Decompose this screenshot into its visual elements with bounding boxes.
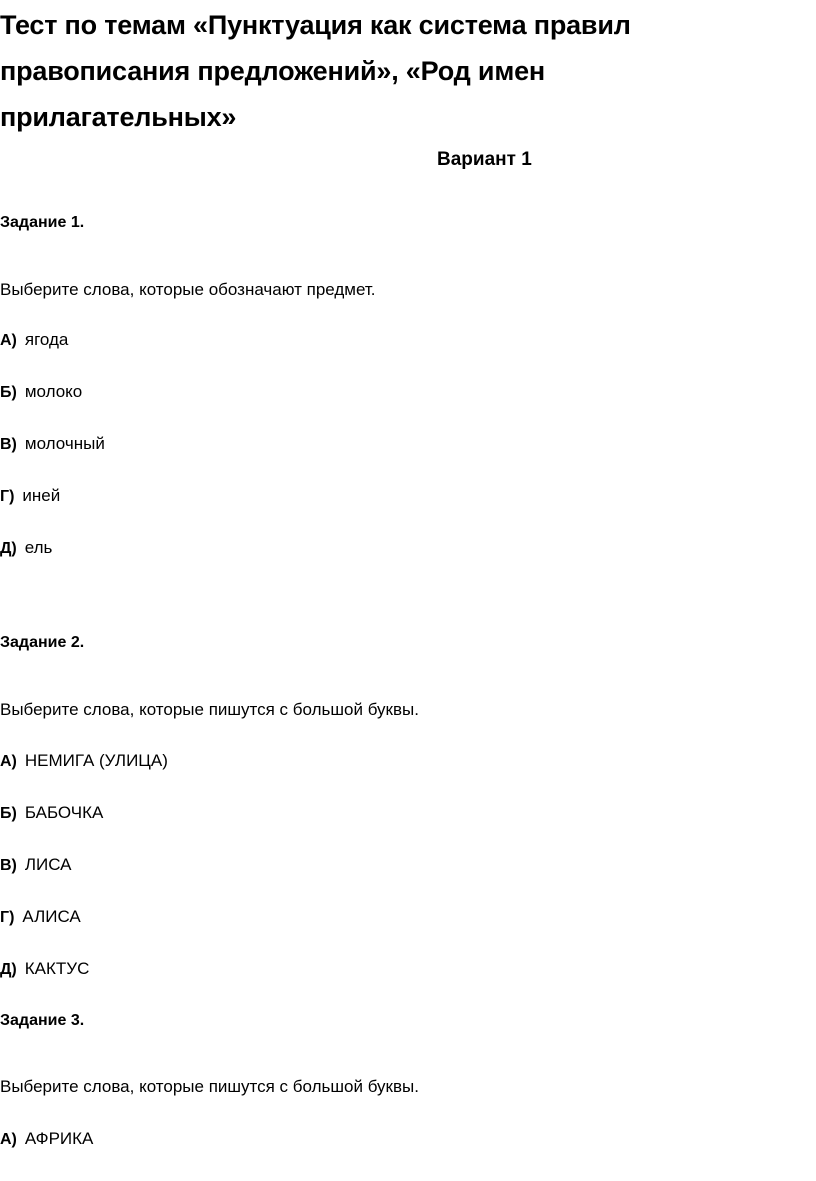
option-letter: Г) [0,488,15,505]
task-1-heading: Задание 1. [0,214,85,231]
task-1-option-c [0,434,105,454]
task-3-instruction: Выберите слова, которые пишутся с большой буквы. [0,1077,419,1096]
variant-heading: Вариант 1 [437,149,532,170]
task-2-option-d [0,907,81,927]
option-text: молочный [24,434,105,453]
task-2-option-b [0,803,103,823]
task-2-option-e [0,959,89,979]
option-text: БАБОЧКА [24,803,104,822]
option-text: КАКТУС [24,959,90,978]
task-3-option-a [0,1129,93,1149]
task-2-heading: Задание 2. [0,634,85,651]
option-letter: Д) [0,961,17,978]
document-title [0,2,800,140]
option-letter: А) [0,1131,17,1148]
title-line-1: Тест по темам «Пунктуация как система правил [0,10,631,40]
title-line-3: прилагательных» [0,102,237,132]
task-1-option-b [0,382,82,402]
task-2-instruction: Выберите слова, которые пишутся с большой буквы. [0,700,419,719]
option-text: АЛИСА [22,907,81,926]
option-text: иней [22,486,61,505]
option-letter: Д) [0,540,17,557]
option-letter: А) [0,332,17,349]
option-text: АФРИКА [24,1129,94,1148]
task-1-option-e [0,538,52,558]
option-letter: Б) [0,384,17,401]
task-2-option-c [0,855,72,875]
task-2-option-a [0,751,168,771]
option-text: молоко [24,382,83,401]
task-1-option-a [0,330,68,350]
task-1-option-d [0,486,60,506]
option-letter: Б) [0,805,17,822]
option-letter: Г) [0,909,15,926]
option-text: ель [24,538,53,557]
option-letter: В) [0,857,17,874]
option-text: НЕМИГА (УЛИЦА) [24,751,168,770]
title-line-2: правописания предложений», «Род имен [0,56,546,86]
task-1-instruction: Выберите слова, которые обозначают предмет. [0,280,376,299]
option-text: ягода [24,330,69,349]
option-text: ЛИСА [24,855,72,874]
option-letter: В) [0,436,17,453]
option-letter: А) [0,753,17,770]
task-3-heading: Задание 3. [0,1012,85,1029]
